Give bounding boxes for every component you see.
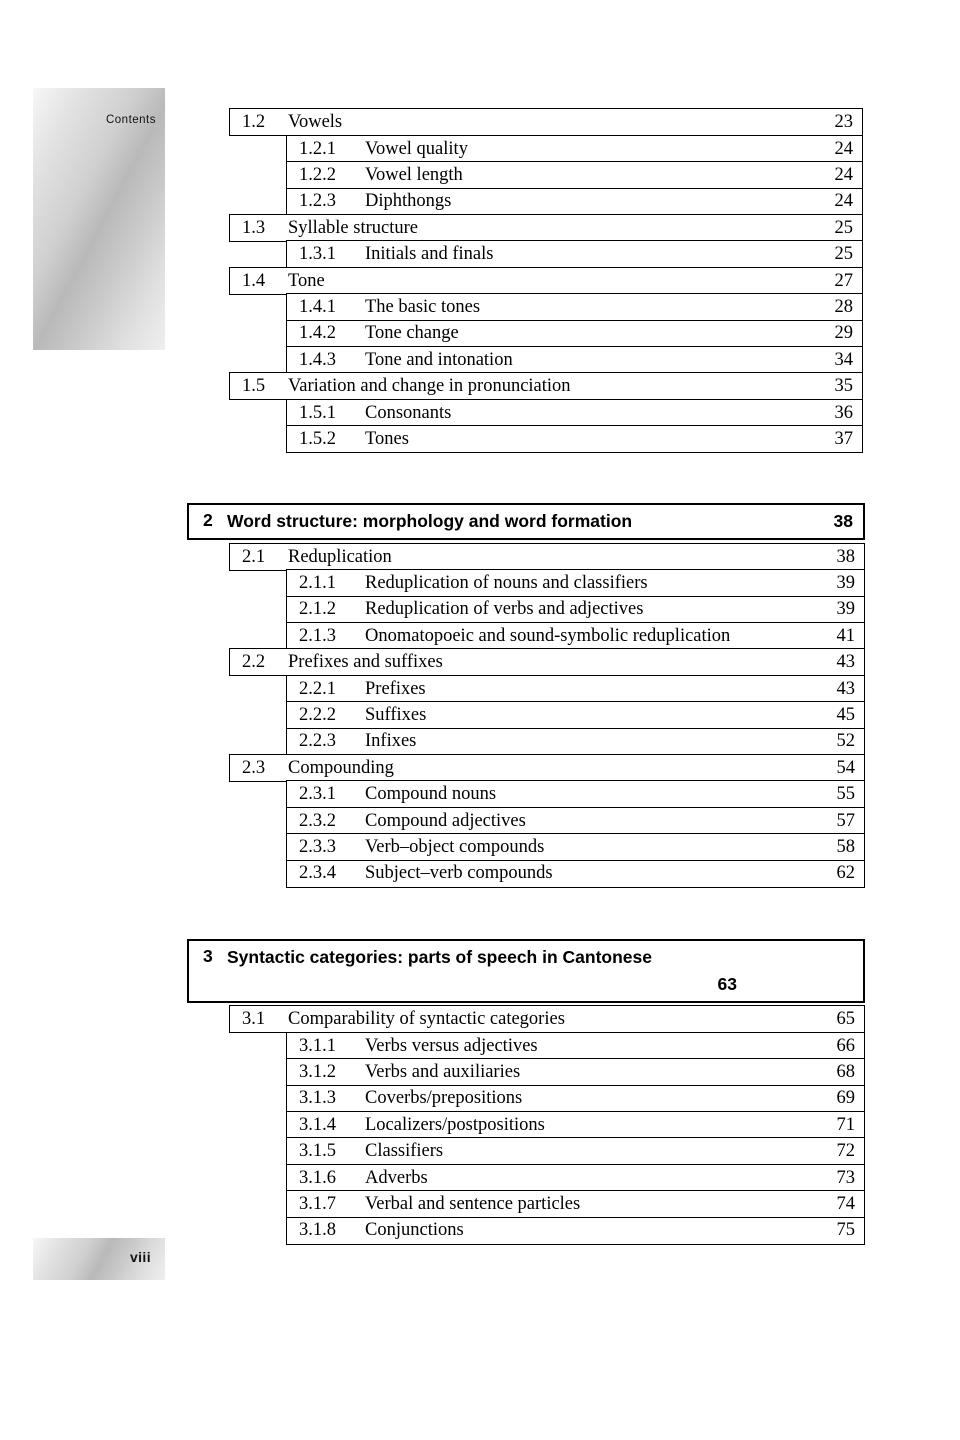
toc-entry-row[interactable] xyxy=(286,780,865,808)
section-title: Adverbs xyxy=(365,1168,428,1188)
section-page-number: 37 xyxy=(834,429,853,450)
section-page-number: 38 xyxy=(836,546,855,567)
toc-entry-row[interactable] xyxy=(229,1005,865,1033)
section-page-number: 57 xyxy=(836,810,855,831)
toc-entry-row[interactable] xyxy=(229,108,863,136)
section-title: Compound nouns xyxy=(365,785,497,804)
section-number: 2.1.3 xyxy=(299,625,336,646)
section-title: Vowel quality xyxy=(365,139,468,159)
section-page-number: 54 xyxy=(836,757,855,778)
chapter-number: 2 xyxy=(203,510,213,530)
toc-entry-row[interactable] xyxy=(229,754,865,782)
section-number: 3.1 xyxy=(242,1009,266,1030)
section-page-number: 41 xyxy=(836,625,855,646)
section-number: 3.1.4 xyxy=(299,1114,336,1135)
section-title: Suffixes xyxy=(365,705,427,725)
section-number: 1.4 xyxy=(242,270,266,291)
section-page-number: 39 xyxy=(836,572,855,593)
toc-entry-row[interactable] xyxy=(286,860,865,888)
section-number: 1.2.2 xyxy=(299,164,336,185)
toc-entry-row[interactable] xyxy=(286,346,863,374)
section-page-number: 69 xyxy=(836,1088,855,1109)
section-title: The basic tones xyxy=(365,298,481,317)
section-page-number: 52 xyxy=(836,731,855,752)
section-page-number: 62 xyxy=(836,863,855,884)
section-number: 1.2.1 xyxy=(299,138,336,159)
section-page-number: 65 xyxy=(836,1009,855,1030)
section-number: 2.3.4 xyxy=(299,863,336,884)
section-number: 2.2 xyxy=(242,652,266,673)
section-title: Infixes xyxy=(365,732,417,751)
toc-entry-row[interactable] xyxy=(286,1111,865,1139)
section-page-number: 27 xyxy=(834,270,853,291)
section-number: 2.3.1 xyxy=(299,784,336,805)
section-number: 2.3.2 xyxy=(299,810,336,831)
section-title: Prefixes xyxy=(365,679,426,699)
toc-entry-row[interactable] xyxy=(286,320,863,348)
section-number: 1.2.3 xyxy=(299,191,336,212)
section-page-number: 66 xyxy=(836,1035,855,1056)
chapter-heading-row[interactable] xyxy=(187,939,865,1003)
section-title: Verbal and sentence particles xyxy=(365,1195,581,1214)
section-number: 1.4.3 xyxy=(299,349,336,370)
toc-block-chapter-2 xyxy=(187,503,865,888)
toc-entry-row[interactable] xyxy=(286,833,865,861)
section-number: 1.4.2 xyxy=(299,323,336,344)
section-title: Verbs versus adjectives xyxy=(365,1036,538,1056)
toc-entry-row[interactable] xyxy=(286,135,863,163)
section-title: Subject–verb compounds xyxy=(365,864,553,883)
section-number: 2.2.1 xyxy=(299,678,336,699)
section-title: Reduplication xyxy=(288,547,392,567)
section-number: 3.1.7 xyxy=(299,1194,336,1214)
section-number: 2.3 xyxy=(242,757,266,778)
section-number: 3.1.3 xyxy=(299,1088,336,1109)
toc-rows xyxy=(187,1005,865,1244)
section-number: 2.1 xyxy=(242,546,266,567)
toc-entry-row[interactable] xyxy=(229,267,863,295)
section-page-number: 72 xyxy=(836,1141,855,1162)
chapter-title: Syntactic categories: parts of speech in Cantonese xyxy=(227,947,652,967)
folio-block xyxy=(33,1238,165,1280)
section-title: Reduplication of nouns and classifiers xyxy=(365,573,648,593)
section-page-number: 24 xyxy=(834,138,853,159)
toc-entry-row[interactable] xyxy=(286,1217,865,1245)
toc-block-chapter-3 xyxy=(187,939,865,1245)
section-page-number: 74 xyxy=(836,1194,855,1214)
section-title: Consonants xyxy=(365,403,452,423)
section-number: 3.1.6 xyxy=(299,1167,336,1188)
section-number: 2.1.1 xyxy=(299,572,336,593)
chapter-page-number: 63 xyxy=(717,974,737,994)
chapter-title: Word structure: morphology and word formation xyxy=(227,511,633,531)
section-page-number: 73 xyxy=(836,1167,855,1188)
section-page-number: 39 xyxy=(836,599,855,620)
toc-rows xyxy=(187,108,863,453)
section-title: Tone and intonation xyxy=(365,350,513,370)
running-head-block xyxy=(33,88,165,350)
toc-entry-row[interactable] xyxy=(286,596,865,624)
section-title: Verbs and auxiliaries xyxy=(365,1062,521,1082)
toc-entry-row[interactable] xyxy=(229,543,865,571)
section-title: Compound adjectives xyxy=(365,811,526,831)
toc-entry-row[interactable] xyxy=(286,1164,865,1192)
section-title: Compounding xyxy=(288,758,394,778)
toc-entry-row[interactable] xyxy=(286,728,865,756)
section-title: Vowel length xyxy=(365,165,463,185)
section-page-number: 35 xyxy=(834,376,853,397)
toc-entry-row[interactable] xyxy=(286,293,863,321)
toc-entry-row[interactable] xyxy=(286,807,865,835)
toc-entry-row[interactable] xyxy=(286,1032,865,1060)
section-number: 3.1.2 xyxy=(299,1061,336,1082)
section-page-number: 43 xyxy=(836,678,855,699)
section-title: Vowels xyxy=(288,113,343,132)
section-page-number: 25 xyxy=(834,217,853,238)
section-page-number: 23 xyxy=(834,112,853,133)
section-title: Reduplication of verbs and adjectives xyxy=(365,600,644,619)
toc-entry-row[interactable] xyxy=(286,1137,865,1165)
section-number: 2.3.3 xyxy=(299,837,336,858)
section-title: Verb–object compounds xyxy=(365,838,545,857)
section-page-number: 24 xyxy=(834,191,853,212)
section-number: 1.3.1 xyxy=(299,244,336,265)
section-page-number: 29 xyxy=(834,323,853,344)
section-title: Comparability of syntactic categories xyxy=(288,1010,565,1029)
section-title: Variation and change in pronunciation xyxy=(288,377,571,396)
section-title: Classifiers xyxy=(365,1142,444,1161)
section-page-number: 55 xyxy=(836,784,855,805)
chapter-number: 3 xyxy=(203,946,213,966)
section-page-number: 45 xyxy=(836,704,855,725)
toc-entry-row[interactable] xyxy=(286,161,863,189)
toc-entry-row[interactable] xyxy=(286,701,865,729)
section-page-number: 28 xyxy=(834,297,853,317)
section-number: 1.4.1 xyxy=(299,297,336,317)
section-number: 1.2 xyxy=(242,112,266,133)
section-title: Coverbs/prepositions xyxy=(365,1089,523,1108)
section-title: Localizers/postpositions xyxy=(365,1115,545,1135)
toc-rows xyxy=(187,543,865,888)
toc-entry-row[interactable] xyxy=(286,1085,865,1113)
toc-entry-row[interactable] xyxy=(286,188,863,216)
toc-entry-row[interactable] xyxy=(286,240,863,268)
section-page-number: 58 xyxy=(836,837,855,858)
toc-entry-row[interactable] xyxy=(286,1058,865,1086)
toc-entry-row[interactable] xyxy=(286,1190,865,1218)
chapter-heading-row[interactable] xyxy=(187,503,865,540)
toc-entry-row[interactable] xyxy=(229,372,863,400)
toc-entry-row[interactable] xyxy=(229,214,863,242)
section-number: 1.5.1 xyxy=(299,402,336,423)
toc-entry-row[interactable] xyxy=(229,648,865,676)
toc-entry-row[interactable] xyxy=(286,569,865,597)
toc-entry-row[interactable] xyxy=(286,675,865,703)
section-title: Syllable structure xyxy=(288,218,418,238)
section-title: Initials and finals xyxy=(365,245,494,264)
section-title: Tones xyxy=(365,430,409,449)
section-number: 1.5.2 xyxy=(299,429,336,450)
section-number: 2.2.2 xyxy=(299,704,336,725)
section-number: 3.1.5 xyxy=(299,1141,336,1162)
toc-block-chapter-1-continued xyxy=(187,110,863,453)
section-page-number: 24 xyxy=(834,164,853,185)
section-number: 1.3 xyxy=(242,217,266,238)
section-page-number: 68 xyxy=(836,1061,855,1082)
section-title: Tone change xyxy=(365,324,459,343)
toc-entry-row[interactable] xyxy=(286,399,863,427)
section-number: 2.2.3 xyxy=(299,731,336,752)
section-page-number: 75 xyxy=(836,1220,855,1241)
chapter-page-number: 38 xyxy=(833,511,853,532)
section-number: 1.5 xyxy=(242,376,266,397)
section-number: 2.1.2 xyxy=(299,599,336,620)
section-title: Conjunctions xyxy=(365,1221,464,1240)
toc-entry-row[interactable] xyxy=(286,425,863,453)
page-number-label: viii xyxy=(129,1249,151,1265)
toc-entry-row[interactable] xyxy=(286,622,865,650)
section-page-number: 71 xyxy=(836,1114,855,1135)
section-title: Onomatopoeic and sound-symbolic reduplication xyxy=(365,626,731,646)
running-head-label: Contents xyxy=(105,114,156,126)
section-number: 3.1.8 xyxy=(299,1220,336,1241)
section-title: Prefixes and suffixes xyxy=(288,653,443,672)
section-number: 3.1.1 xyxy=(299,1035,336,1056)
section-page-number: 25 xyxy=(834,244,853,265)
section-title: Tone xyxy=(288,271,325,291)
section-page-number: 36 xyxy=(834,402,853,423)
section-page-number: 34 xyxy=(834,349,853,370)
section-title: Diphthongs xyxy=(365,192,452,211)
section-page-number: 43 xyxy=(836,652,855,673)
